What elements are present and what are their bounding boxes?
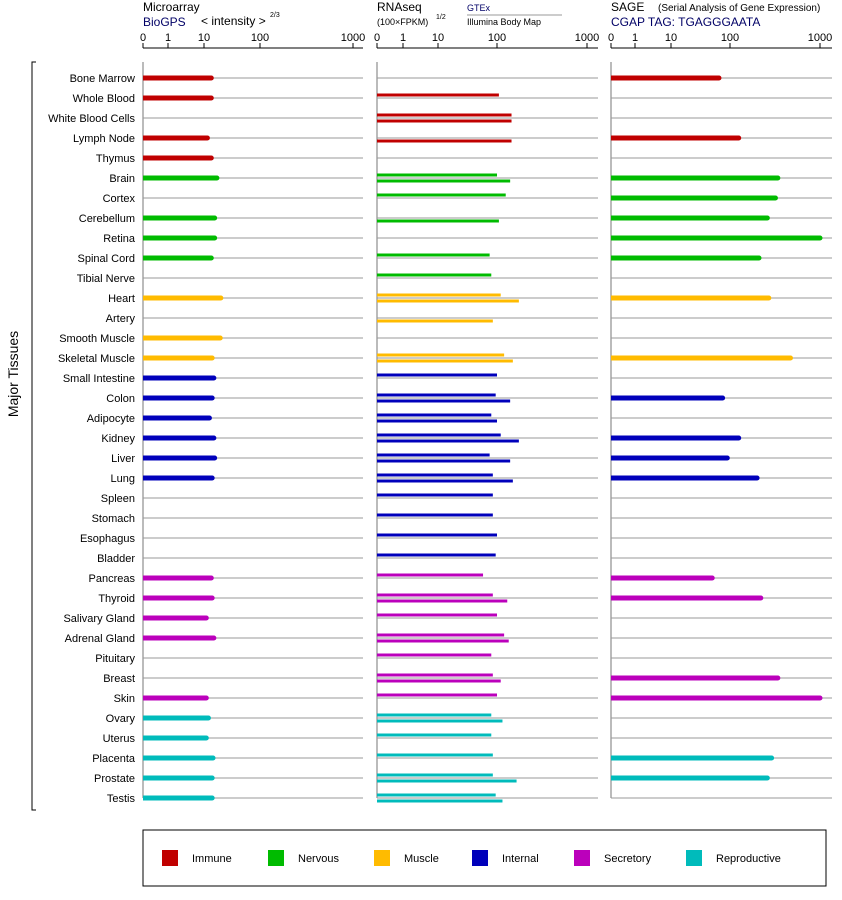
gtex-bar — [377, 674, 493, 677]
bar-end-cap — [204, 616, 209, 621]
ibm-bar — [377, 360, 513, 363]
legend-label: Internal — [502, 853, 539, 865]
bar-end-cap — [210, 356, 215, 361]
expression-bar — [611, 136, 739, 141]
bar-end-cap — [212, 236, 217, 241]
legend-swatch — [686, 850, 702, 866]
bar-end-cap — [818, 696, 823, 701]
legend-label: Muscle — [404, 853, 439, 865]
expression-bar — [611, 676, 778, 681]
tissue-label: Adrenal Gland — [64, 633, 135, 645]
tissue-label: Testis — [106, 793, 135, 805]
microarray-source: BioGPS — [143, 15, 186, 29]
legend-swatch — [162, 850, 178, 866]
bar-end-cap — [211, 376, 216, 381]
expression-bar — [143, 596, 212, 601]
bar-end-cap — [716, 76, 721, 81]
gtex-bar — [377, 374, 497, 377]
ibm-bar — [377, 680, 501, 683]
bar-end-cap — [218, 336, 223, 341]
ibm-bar — [377, 220, 499, 223]
tissue-label: Spleen — [100, 493, 135, 505]
microarray-title: Microarray — [143, 0, 200, 14]
expression-bar — [143, 176, 217, 181]
gtex-bar — [377, 714, 491, 717]
tissue-label: Colon — [106, 393, 135, 405]
tissue-label: Small Intestine — [62, 373, 135, 385]
tissue-label: Breast — [103, 673, 135, 685]
ibm-bar — [377, 640, 509, 643]
bar-end-cap — [218, 296, 223, 301]
x-tick-label: 100 — [487, 32, 507, 44]
rnaseq-ibm-label: Illumina Body Map — [467, 17, 542, 27]
bar-end-cap — [818, 236, 823, 241]
gtex-bar — [377, 734, 491, 737]
tissue-label: Salivary Gland — [63, 613, 135, 625]
gtex-bar — [377, 754, 493, 757]
expression-bar — [611, 576, 712, 581]
expression-bar — [143, 416, 209, 421]
ibm-bar — [377, 120, 512, 123]
bar-end-cap — [769, 756, 774, 761]
tissue-label: Lymph Node — [73, 133, 135, 145]
expression-bar — [143, 776, 212, 781]
bar-end-cap — [210, 396, 215, 401]
microarray-panel — [140, 32, 365, 801]
bar-end-cap — [212, 456, 217, 461]
expression-bar — [611, 396, 723, 401]
ibm-bar — [377, 720, 502, 723]
sage-title: SAGE — [611, 0, 645, 14]
microarray-exponent: 2/3 — [270, 12, 280, 19]
expression-bar — [611, 776, 767, 781]
x-axis — [140, 32, 365, 798]
gtex-bar — [377, 434, 501, 437]
expression-bar — [611, 756, 772, 761]
legend-label: Nervous — [298, 853, 339, 865]
gtex-bar — [377, 94, 499, 97]
x-tick-label: 1 — [164, 32, 172, 44]
expression-bar — [143, 156, 211, 161]
tissue-label: Adipocyte — [86, 413, 135, 425]
gtex-bar — [377, 394, 496, 397]
expression-bar — [143, 76, 211, 81]
legend-swatch — [374, 850, 390, 866]
bar-end-cap — [209, 156, 214, 161]
expression-bar — [143, 216, 215, 221]
expression-bar — [143, 256, 211, 261]
gtex-bar — [377, 654, 491, 657]
legend-swatch — [268, 850, 284, 866]
x-tick-label: 0 — [139, 32, 147, 44]
bar-end-cap — [206, 716, 211, 721]
bar-end-cap — [211, 436, 216, 441]
bar-end-cap — [765, 776, 770, 781]
gtex-bar — [377, 534, 497, 537]
legend-label: Immune — [192, 853, 232, 865]
tissue-label: Smooth Muscle — [59, 333, 135, 345]
ibm-bar — [377, 420, 497, 423]
rnaseq-metric: (100×FPKM) — [377, 17, 429, 27]
tissue-label: Spinal Cord — [77, 253, 135, 265]
bar-end-cap — [211, 756, 216, 761]
y-axis-label: Major Tissues — [5, 330, 21, 418]
gtex-bar — [377, 554, 496, 557]
expression-bar — [611, 596, 761, 601]
tissue-label: Lung — [110, 473, 135, 485]
expression-bar — [611, 176, 778, 181]
tissue-label: Uterus — [102, 733, 135, 745]
tissue-label: Brain — [109, 173, 135, 185]
expression-bar — [611, 476, 757, 481]
expression-bar — [143, 356, 212, 361]
x-tick-label: 1 — [399, 32, 407, 44]
gtex-bar — [377, 494, 493, 497]
legend-swatch — [472, 850, 488, 866]
expression-bar — [143, 96, 211, 101]
gtex-bar — [377, 514, 493, 517]
tissue-label: White Blood Cells — [48, 113, 135, 125]
gtex-bar — [377, 454, 490, 457]
bar-end-cap — [210, 776, 215, 781]
sage-subtitle: (Serial Analysis of Gene Expression) — [658, 3, 821, 14]
x-tick-label: 1000 — [807, 32, 833, 44]
tissue-label: Skin — [113, 693, 135, 705]
legend-label: Reproductive — [716, 853, 781, 865]
x-tick-label: 10 — [664, 32, 678, 44]
bar-end-cap — [755, 476, 760, 481]
microarray-metric: < intensity > — [201, 14, 266, 28]
bar-end-cap — [205, 136, 210, 141]
expression-bar — [611, 696, 820, 701]
rnaseq-panel — [374, 32, 599, 803]
bar-end-cap — [736, 136, 741, 141]
ibm-bar — [377, 140, 512, 143]
bar-end-cap — [210, 476, 215, 481]
tissue-label: Ovary — [105, 713, 135, 725]
tissue-labels — [48, 73, 136, 805]
tissue-label: Whole Blood — [72, 93, 135, 105]
sage-tag: CGAP TAG: TGAGGGAATA — [611, 15, 761, 29]
rnaseq-exponent: 1/2 — [436, 14, 446, 21]
tissue-bracket — [32, 62, 36, 810]
bar-end-cap — [214, 176, 219, 181]
bar-end-cap — [766, 296, 771, 301]
bar-end-cap — [720, 396, 725, 401]
expression-bar — [611, 436, 739, 441]
x-tick-label: 1000 — [340, 32, 366, 44]
x-tick-label: 0 — [373, 32, 381, 44]
bar-end-cap — [211, 636, 216, 641]
gtex-bar — [377, 474, 493, 477]
expression-bar — [611, 76, 719, 81]
rnaseq-gtex-label: GTEx — [467, 3, 491, 13]
tissue-label: Stomach — [91, 513, 135, 525]
tissue-label: Prostate — [94, 773, 135, 785]
gtex-bar — [377, 794, 496, 797]
tissue-label: Retina — [103, 233, 135, 245]
ibm-bar — [377, 320, 493, 323]
expression-bar — [143, 436, 214, 441]
tissue-label: Heart — [108, 293, 135, 305]
gtex-bar — [377, 614, 497, 617]
bar-end-cap — [725, 456, 730, 461]
expression-bar — [143, 716, 208, 721]
x-tick-label: 1 — [631, 32, 639, 44]
ibm-bar — [377, 300, 519, 303]
gtex-bar — [377, 274, 491, 277]
x-tick-label: 1000 — [574, 32, 600, 44]
expression-bar — [143, 376, 214, 381]
expression-bar — [611, 356, 790, 361]
ibm-bar — [377, 400, 510, 403]
expression-bar — [611, 296, 769, 301]
x-tick-label: 100 — [250, 32, 270, 44]
gtex-bar — [377, 174, 497, 177]
ibm-bar — [377, 480, 513, 483]
gtex-bar — [377, 694, 497, 697]
expression-bar — [143, 476, 212, 481]
gtex-bar — [377, 114, 512, 117]
bar-end-cap — [775, 176, 780, 181]
expression-bar — [611, 196, 775, 201]
ibm-bar — [377, 780, 517, 783]
bar-end-cap — [773, 196, 778, 201]
tissue-label: Cerebellum — [78, 213, 135, 225]
expression-bar — [143, 796, 212, 801]
bar-end-cap — [210, 596, 215, 601]
bar-end-cap — [209, 96, 214, 101]
x-tick-label: 10 — [431, 32, 445, 44]
bar-end-cap — [207, 416, 212, 421]
tissue-label: Kidney — [101, 433, 135, 445]
tissue-label: Esophagus — [79, 533, 135, 545]
tissue-label: Bladder — [97, 553, 135, 565]
bar-end-cap — [788, 356, 793, 361]
expression-bar — [143, 736, 206, 741]
x-tick-label: 100 — [720, 32, 740, 44]
ibm-bar — [377, 800, 502, 803]
expression-bar — [143, 696, 206, 701]
gtex-bar — [377, 774, 493, 777]
gtex-bar — [377, 254, 490, 257]
bar-end-cap — [212, 216, 217, 221]
expression-bar — [143, 296, 221, 301]
bar-end-cap — [209, 256, 214, 261]
expression-bar — [143, 136, 207, 141]
x-tick-label: 10 — [197, 32, 211, 44]
legend-label: Secretory — [604, 853, 652, 865]
tissue-label: Tibial Nerve — [76, 273, 135, 285]
legend-swatch — [574, 850, 590, 866]
expression-bar — [143, 236, 215, 241]
gtex-bar — [377, 574, 483, 577]
tissue-label: Bone Marrow — [69, 73, 135, 85]
bar-end-cap — [756, 256, 761, 261]
expression-bar — [143, 636, 214, 641]
tissue-label: Thyroid — [98, 593, 135, 605]
panel-headers — [143, 0, 820, 29]
bar-end-cap — [736, 436, 741, 441]
bar-end-cap — [204, 736, 209, 741]
expression-bar — [143, 576, 211, 581]
gtex-bar — [377, 194, 506, 197]
expression-bar — [143, 396, 212, 401]
bar-end-cap — [765, 216, 770, 221]
gtex-bar — [377, 594, 493, 597]
expression-bar — [611, 456, 727, 461]
tissue-label: Skeletal Muscle — [57, 353, 135, 365]
expression-bar — [143, 456, 215, 461]
gtex-bar — [377, 294, 501, 297]
tissue-label: Thymus — [95, 153, 135, 165]
expression-bar — [143, 756, 213, 761]
tissue-label: Cortex — [102, 193, 135, 205]
tissue-label: Pancreas — [88, 573, 135, 585]
ibm-bar — [377, 460, 510, 463]
bar-end-cap — [758, 596, 763, 601]
tissue-label: Placenta — [92, 753, 135, 765]
tissue-label: Artery — [105, 313, 135, 325]
sage-panel — [608, 32, 832, 798]
bar-end-cap — [710, 576, 715, 581]
rnaseq-title: RNAseq — [377, 0, 422, 14]
expression-bar — [143, 336, 220, 341]
gtex-bar — [377, 354, 504, 357]
x-axis — [608, 32, 832, 798]
bar-end-cap — [204, 696, 209, 701]
x-tick-label: 0 — [607, 32, 615, 44]
bar-end-cap — [209, 76, 214, 81]
expression-bar — [611, 216, 767, 221]
category-legend — [143, 830, 826, 886]
expression-bar — [143, 616, 206, 621]
bar-end-cap — [209, 576, 214, 581]
expression-bar — [611, 236, 820, 241]
expression-bar — [611, 256, 759, 261]
bar-end-cap — [775, 676, 780, 681]
tissue-label: Liver — [111, 453, 135, 465]
gtex-bar — [377, 414, 491, 417]
ibm-bar — [377, 440, 519, 443]
ibm-bar — [377, 600, 507, 603]
gtex-bar — [377, 634, 504, 637]
bar-end-cap — [210, 796, 215, 801]
ibm-bar — [377, 180, 510, 183]
tissue-label: Pituitary — [95, 653, 135, 665]
